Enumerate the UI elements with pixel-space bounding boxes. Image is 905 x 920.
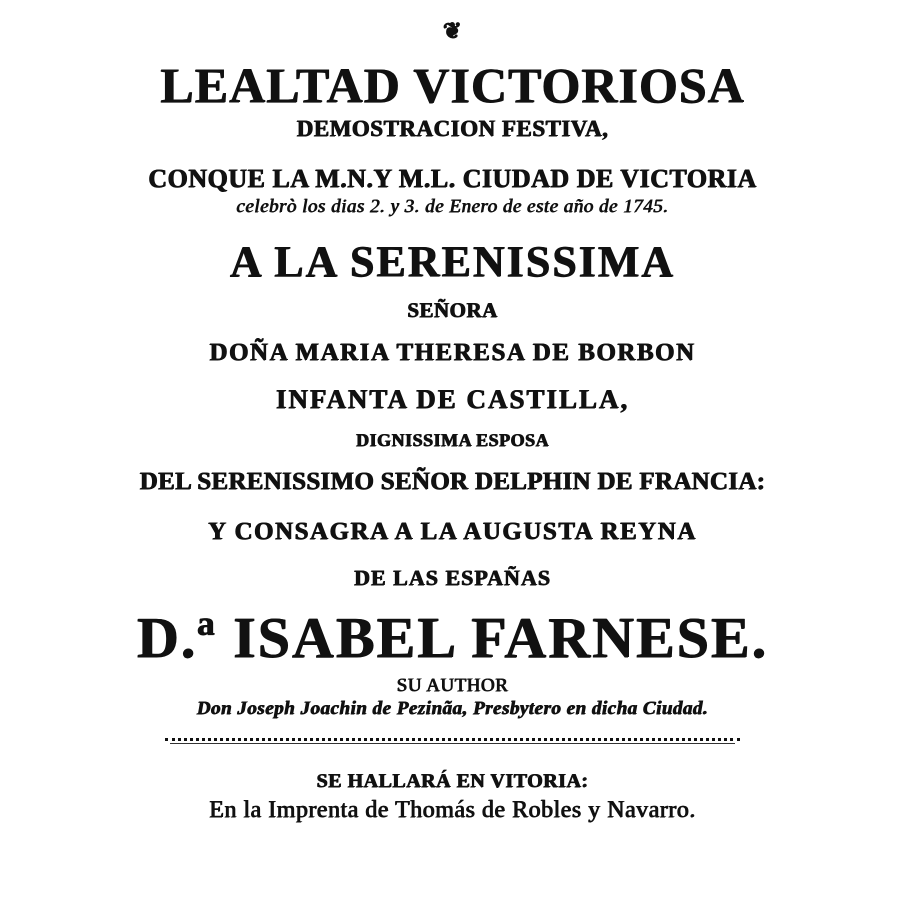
book-title: LEALTAD VICTORIOSA bbox=[160, 57, 745, 113]
imprint-printer: En la Imprenta de Thomás de Robles y Navarro. bbox=[209, 797, 696, 823]
espanas-line: DE LAS ESPAÑAS bbox=[354, 565, 551, 590]
subtitle-demostracion: DEMOSTRACION FESTIVA, bbox=[296, 116, 609, 141]
imprint-location: SE HALLARÁ EN VITORIA: bbox=[316, 770, 589, 792]
subtitle-dates: celebrò los dias 2. y 3. de Enero de este año de 1745. bbox=[236, 196, 669, 217]
dedication-senora: SEÑORA bbox=[407, 298, 498, 322]
dedication-delphin: DEL SERENISSIMO SEÑOR DELPHIN DE FRANCIA: bbox=[139, 468, 766, 495]
subtitle-conque: CONQUE LA M.N.Y M.L. CIUDAD DE VICTORIA bbox=[148, 164, 757, 193]
dedication-infanta: INFANTA DE CASTILLA, bbox=[275, 384, 630, 414]
ornament-icon: ❦ bbox=[443, 18, 462, 43]
divider-rule-thin bbox=[170, 743, 735, 744]
author-label: SU AUTHOR bbox=[396, 675, 509, 696]
divider-rule bbox=[165, 738, 740, 741]
dedication-heading: A LA SERENISSIMA bbox=[229, 237, 676, 286]
dedication-name: DOÑA MARIA THERESA DE BORBON bbox=[209, 339, 696, 366]
queen-name: D.ª ISABEL FARNESE. bbox=[136, 605, 769, 670]
dedication-esposa: DIGNISSIMA ESPOSA bbox=[355, 430, 550, 450]
author-name: Don Joseph Joachin de Pezinãa, Presbytero en dicha Ciudad. bbox=[196, 698, 709, 719]
consagra-line: Y CONSAGRA A LA AUGUSTA REYNA bbox=[208, 518, 697, 545]
